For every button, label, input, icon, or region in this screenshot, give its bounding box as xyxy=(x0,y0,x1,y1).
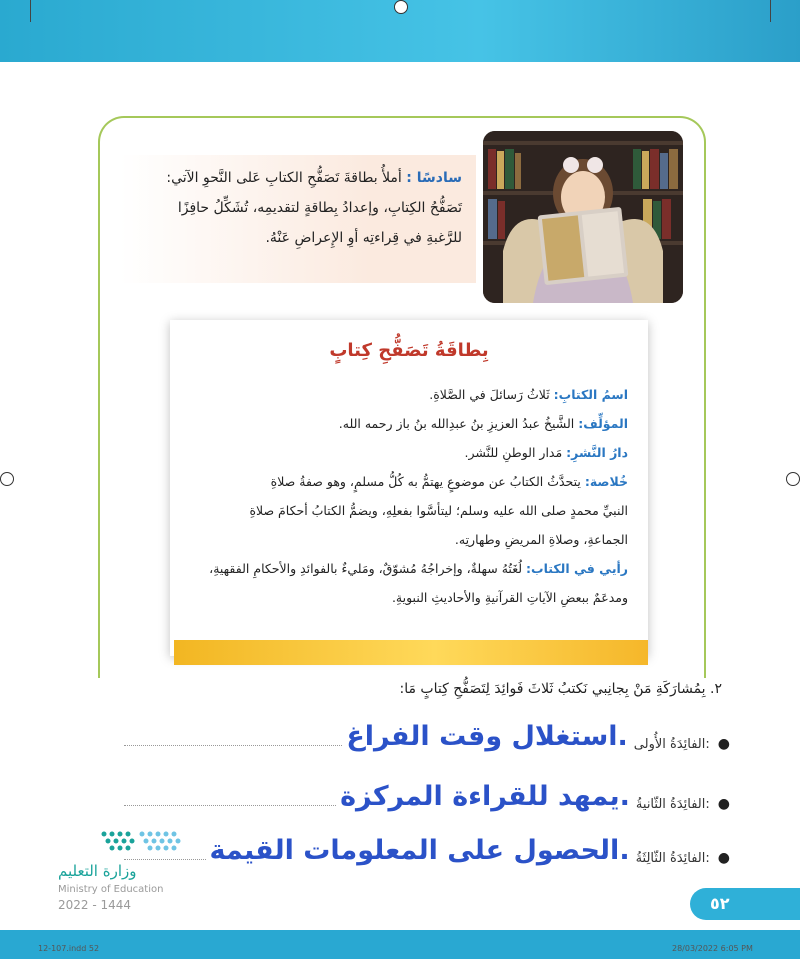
answer-label: الفائِدَةُ الأُولى: xyxy=(633,737,710,752)
edition-year: 2022 - 1444 xyxy=(58,898,132,912)
bullet-icon: ● xyxy=(717,850,730,866)
page-number-tab xyxy=(690,888,800,920)
registration-mark-icon xyxy=(394,0,408,14)
intro-heading: سادسًا : xyxy=(406,170,462,186)
card-row: اسمُ الكتابِ: ثَلاثُ رَسائلَ في الصَّلاةِ. xyxy=(429,387,628,402)
intro-box xyxy=(120,155,476,283)
intro-line-3: للرَّغبةِ في قِراءتِه أوِ الإِعراضِ عَنْهُ. xyxy=(265,230,462,246)
page-number: ٥٢ xyxy=(710,894,730,913)
intro-line-1: أملأُ بطاقةَ تَصَفُّحِ الكتابِ عَلى النَّحوِ الآتي: xyxy=(166,170,402,186)
registration-mark-icon xyxy=(786,472,800,486)
girl-reading-photo xyxy=(483,131,683,303)
answer-text[interactable]: استغلال وقت الفراغ. xyxy=(346,721,628,752)
card-row: خُلاصة: يتحدَّثُ الكتابُ عن موضوعٍ يهتمُّ به كُلُّ مسلمٍ، وهو صفةُ صلاةِ xyxy=(270,474,628,489)
card-row: دارُ النَّشرِ: مَدار الوطنِ للنَّشر. xyxy=(464,445,628,460)
book-card xyxy=(170,320,648,656)
card-body xyxy=(188,380,628,612)
answer-text[interactable]: يمهد للقراءة المركزة. xyxy=(340,781,630,812)
intro-line-2: تَصَفُّحُ الكِتابِ، وإعدادُ بِطاقةٍ لتقديمِه، تُشَكِّلُ حافِزًا xyxy=(177,200,462,216)
ministry-name: وزارة التعليم xyxy=(58,862,137,880)
answer-dotted-line xyxy=(124,804,336,806)
registration-mark-icon xyxy=(0,472,14,486)
print-slug-left: 12-107.indd 52 xyxy=(38,944,100,953)
card-row: ومدعَمٌ ببعضِ الآياتِ القرآنيةِ والأحاديثِ النبويةِ. xyxy=(391,590,628,605)
girl-reading-illustration xyxy=(483,131,683,303)
crop-mark xyxy=(770,0,771,22)
answer-label: الفائِدَةُ الثّالِثَةُ: xyxy=(635,851,710,866)
card-yellow-bar xyxy=(174,640,648,665)
answer-row xyxy=(120,776,730,812)
bullet-icon: ● xyxy=(717,736,730,752)
card-row: رأيي في الكتاب: لُغَتُهُ سهلةٌ، وإخراجُهُ مُشوّقٌ، ومَليءٌ بالفوائدِ والأحكامِ الفقهيةِ، xyxy=(209,561,628,576)
bullet-icon: ● xyxy=(717,796,730,812)
ministry-name-en: Ministry of Education xyxy=(58,884,164,895)
print-slug-right: 28/03/2022 6:05 PM xyxy=(672,944,753,953)
answer-row xyxy=(120,830,730,866)
answer-dotted-line xyxy=(124,744,342,746)
card-title: بِطاقَةُ تَصَفُّحِ كِتابٍ xyxy=(329,340,489,361)
card-row: النبيِّ محمدٍ صلى الله عليه وسلم؛ ليتأسَّوا بفعلِهِ، ويضمُّ الكتابُ أحكامَ صلاةِ xyxy=(249,503,628,518)
answer-dotted-line xyxy=(124,858,206,860)
question-text: ٢. بِمُشارَكَةِ مَنْ بِجانِبي نَكتبُ ثَلاثَ فَوائِدَ لِتَصَفُّحِ كِتابٍ مَا: xyxy=(399,681,722,697)
answer-text[interactable]: الحصول على المعلومات القيمة. xyxy=(209,835,630,866)
card-row: المؤلِّف: الشَّيخُ عبدُ العزيزِ بنُ عبدِالله بنُ باز رحمه الله. xyxy=(338,416,628,431)
card-row: الجماعةِ، وصلاةِ المريضِ وطهارتِه. xyxy=(454,532,628,547)
ministry-logo-icon xyxy=(98,828,190,858)
answer-label: الفائِدَةُ الثّانيةُ: xyxy=(635,797,710,812)
crop-mark xyxy=(30,0,31,22)
answer-row xyxy=(120,716,730,752)
